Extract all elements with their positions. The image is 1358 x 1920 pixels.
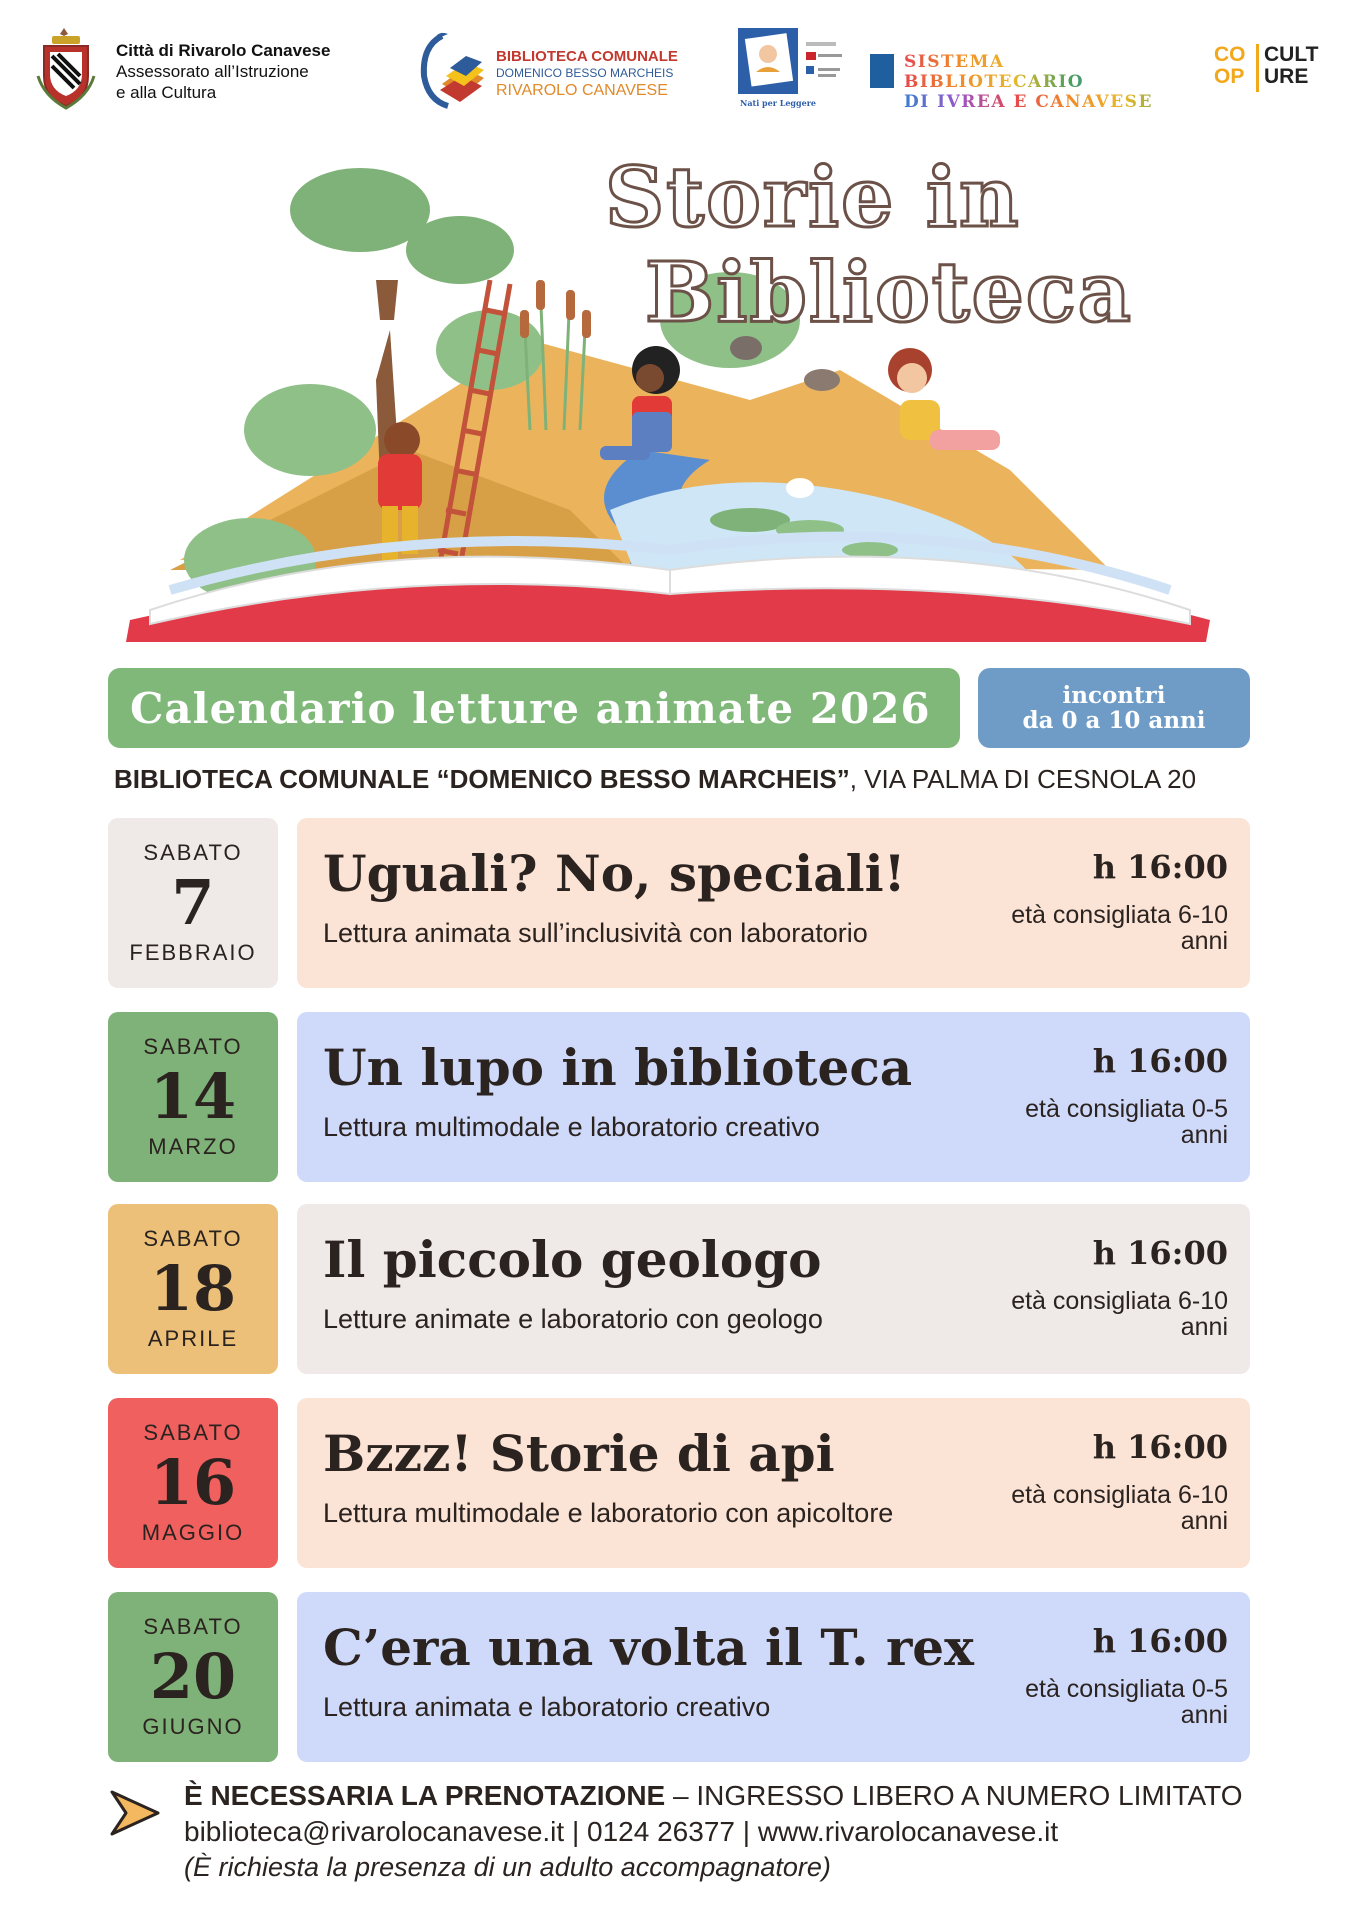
event-day: SABATO bbox=[143, 1034, 243, 1059]
venue-name: BIBLIOTECA COMUNALE “DOMENICO BESSO MARCHEIS” bbox=[114, 764, 850, 794]
event-day: SABATO bbox=[143, 840, 243, 865]
event-description: Lettura animata e laboratorio creativo bbox=[323, 1692, 771, 1722]
event-day-number: 14 bbox=[149, 1060, 237, 1133]
event-date-box bbox=[108, 818, 278, 988]
event-card bbox=[297, 1592, 1250, 1762]
age-badge-line2: da 0 a 10 anni bbox=[1022, 707, 1206, 734]
hero-title-line1: Storie in bbox=[605, 150, 1021, 246]
city-dept-line1: Assessorato all’Istruzione bbox=[116, 62, 309, 81]
event-card bbox=[297, 1204, 1250, 1374]
contact-line bbox=[184, 1816, 1058, 1848]
library-logo-line1: BIBLIOTECA COMUNALE bbox=[496, 48, 678, 65]
event-day-number: 20 bbox=[149, 1640, 237, 1713]
chevron-right-icon bbox=[108, 1788, 162, 1838]
event-time: h 16:00 bbox=[1092, 1622, 1228, 1660]
event-month: GIUGNO bbox=[142, 1714, 244, 1739]
event-item bbox=[108, 818, 1250, 988]
sistema-book-icon bbox=[870, 54, 894, 88]
booking-note: – INGRESSO LIBERO A NUMERO LIMITATO bbox=[665, 1780, 1243, 1811]
event-age: età consigliata 6-10 anni bbox=[1011, 1287, 1228, 1341]
event-card bbox=[297, 1398, 1250, 1568]
event-day: SABATO bbox=[143, 1420, 243, 1445]
age-range-badge bbox=[978, 668, 1250, 748]
event-age: età consigliata 6-10 anni bbox=[1011, 901, 1228, 955]
event-date-box bbox=[108, 1204, 278, 1374]
contact-separator: | bbox=[734, 1816, 758, 1847]
event-time: h 16:00 bbox=[1092, 848, 1228, 886]
culture-cult: CULT bbox=[1264, 43, 1319, 66]
hero-illustration bbox=[110, 150, 1250, 650]
event-title: Un lupo in biblioteca bbox=[323, 1038, 913, 1097]
event-day: SABATO bbox=[143, 1614, 243, 1639]
sistema-line2: DI IVREA E CANAVESE bbox=[904, 92, 1180, 112]
event-title: Uguali? No, speciali! bbox=[323, 844, 906, 903]
event-time: h 16:00 bbox=[1092, 1042, 1228, 1080]
event-age: età consigliata 0-5 anni bbox=[1025, 1095, 1228, 1149]
city-logo bbox=[30, 24, 370, 120]
event-item bbox=[108, 1398, 1250, 1568]
event-month: MAGGIO bbox=[141, 1520, 245, 1545]
library-book-icon bbox=[412, 28, 490, 112]
event-item bbox=[108, 1592, 1250, 1762]
nati-per-leggere-label: Nati per Leggere bbox=[740, 98, 816, 108]
booking-line bbox=[184, 1780, 1242, 1812]
event-day: SABATO bbox=[143, 1226, 243, 1251]
event-day-number: 16 bbox=[149, 1446, 237, 1519]
city-name: Città di Rivarolo Canavese bbox=[116, 41, 331, 60]
event-day-number: 7 bbox=[171, 866, 215, 939]
contact-website[interactable]: www.rivarolocanavese.it bbox=[757, 1816, 1059, 1847]
event-date-box bbox=[108, 1398, 278, 1568]
event-description: Lettura multimodale e laboratorio creativo bbox=[323, 1112, 820, 1142]
library-logo-line2: DOMENICO BESSO MARCHEIS bbox=[496, 66, 674, 80]
event-day-number: 18 bbox=[149, 1252, 237, 1325]
calendar-title: Calendario letture animate 2026 bbox=[130, 683, 931, 733]
event-description: Letture animate e laboratorio con geologo bbox=[323, 1304, 823, 1334]
event-month: FEBBRAIO bbox=[129, 940, 257, 965]
city-dept-line2: e alla Cultura bbox=[116, 83, 217, 102]
event-description: Lettura multimodale e laboratorio con apicoltore bbox=[323, 1498, 894, 1528]
events-list bbox=[108, 818, 1250, 1786]
event-date-box bbox=[108, 1012, 278, 1182]
header-logos bbox=[0, 0, 1358, 130]
sistema-bibliotecario-logo bbox=[870, 50, 1180, 112]
nati-per-leggere-logo bbox=[738, 28, 848, 114]
contact-separator: | bbox=[564, 1816, 588, 1847]
adult-note: (È richiesta la presenza di un adulto accompagnatore) bbox=[184, 1852, 831, 1882]
event-age: età consigliata 0-5 anni bbox=[1025, 1675, 1228, 1729]
event-description: Lettura animata sull’inclusività con laboratorio bbox=[323, 918, 868, 948]
event-time: h 16:00 bbox=[1092, 1234, 1228, 1272]
booking-required: È NECESSARIA LA PRENOTAZIONE bbox=[184, 1780, 666, 1811]
event-age: età consigliata 6-10 anni bbox=[1011, 1481, 1228, 1535]
library-logo bbox=[408, 26, 698, 116]
event-item bbox=[108, 1012, 1250, 1182]
contact-phone[interactable]: 0124 26377 bbox=[587, 1816, 735, 1847]
event-title: Bzzz! Storie di api bbox=[323, 1424, 835, 1483]
coop-culture-logo bbox=[1214, 44, 1334, 100]
sistema-line1: SISTEMA BIBLIOTECARIO bbox=[904, 52, 1180, 92]
culture-ure: URE bbox=[1264, 65, 1309, 88]
contact-email[interactable]: biblioteca@rivarolocanavese.it bbox=[184, 1816, 565, 1847]
library-logo-line3: RIVAROLO CANAVESE bbox=[496, 82, 668, 99]
event-card bbox=[297, 1012, 1250, 1182]
hero-title-line2: Biblioteca bbox=[645, 245, 1133, 341]
venue-line bbox=[114, 764, 1254, 795]
event-month: APRILE bbox=[147, 1326, 239, 1351]
event-time: h 16:00 bbox=[1092, 1428, 1228, 1466]
event-item bbox=[108, 1204, 1250, 1374]
event-month: MARZO bbox=[148, 1134, 238, 1159]
culture-co: CO bbox=[1214, 43, 1246, 66]
venue-address: , VIA PALMA DI CESNOLA 20 bbox=[849, 764, 1197, 794]
culture-op: OP bbox=[1214, 65, 1245, 88]
event-title: Il piccolo geologo bbox=[323, 1230, 822, 1289]
event-card bbox=[297, 818, 1250, 988]
city-crest-icon bbox=[34, 26, 98, 116]
calendar-banner bbox=[108, 668, 960, 748]
event-date-box bbox=[108, 1592, 278, 1762]
age-badge-line1: incontri bbox=[1062, 682, 1166, 709]
event-title: C’era una volta il T. rex bbox=[323, 1618, 974, 1677]
footer-info bbox=[104, 1780, 1264, 1900]
